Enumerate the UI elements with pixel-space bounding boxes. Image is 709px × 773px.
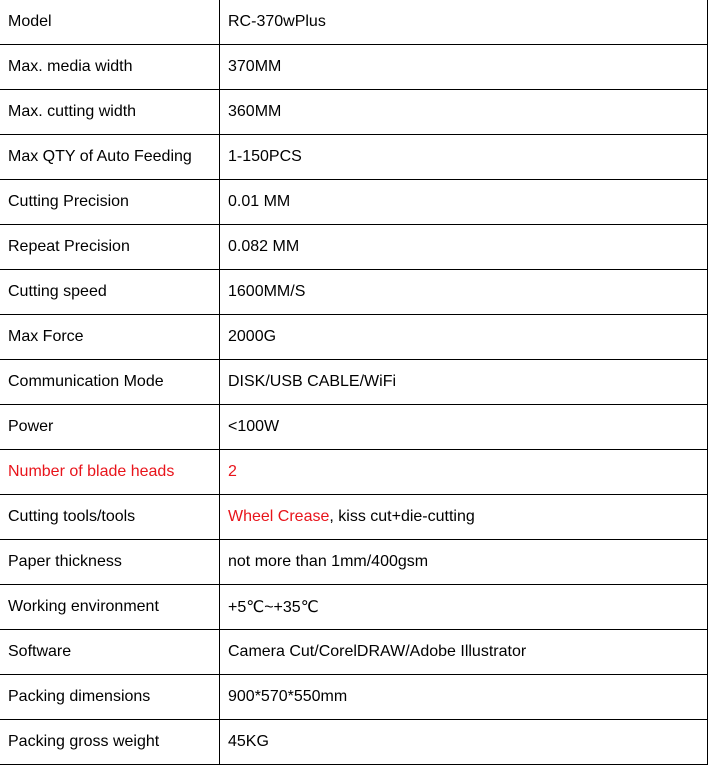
spec-value: not more than 1mm/400gsm: [220, 540, 708, 585]
spec-row-paper-thickness: [0, 540, 708, 585]
spec-value: 1600MM/S: [220, 270, 708, 315]
spec-row-max-force: [0, 315, 708, 360]
spec-value: 0.082 MM: [220, 225, 708, 270]
spec-value: DISK/USB CABLE/WiFi: [220, 360, 708, 405]
spec-label: Model: [0, 0, 220, 45]
spec-row-model: [0, 0, 708, 45]
spec-value: 900*570*550mm: [220, 675, 708, 720]
spec-value: 45KG: [220, 720, 708, 765]
spec-row-blade-heads: [0, 450, 708, 495]
spec-label: Working environment: [0, 585, 220, 630]
spec-row-working-environment: [0, 585, 708, 630]
spec-row-cutting-precision: [0, 180, 708, 225]
spec-label: Communication Mode: [0, 360, 220, 405]
spec-row-max-cutting-width: [0, 90, 708, 135]
spec-row-software: [0, 630, 708, 675]
spec-value-highlighted: 2: [220, 450, 708, 495]
spec-row-power: [0, 405, 708, 450]
spec-label: Power: [0, 405, 220, 450]
spec-row-cutting-speed: [0, 270, 708, 315]
spec-value-highlighted: Wheel Crease: [228, 508, 330, 525]
spec-label-highlighted: Number of blade heads: [0, 450, 220, 495]
spec-row-cutting-tools: [0, 495, 708, 540]
spec-value: +5℃~+35℃: [220, 585, 708, 630]
spec-value: 2000G: [220, 315, 708, 360]
spec-label: Max. media width: [0, 45, 220, 90]
spec-value: <100W: [220, 405, 708, 450]
spec-value: 1-150PCS: [220, 135, 708, 180]
spec-value-rest: , kiss cut+die-cutting: [329, 508, 475, 525]
spec-label: Software: [0, 630, 220, 675]
spec-row-packing-gross-weight: [0, 720, 708, 765]
spec-label: Max. cutting width: [0, 90, 220, 135]
spec-row-repeat-precision: [0, 225, 708, 270]
spec-label: Cutting speed: [0, 270, 220, 315]
spec-label: Max Force: [0, 315, 220, 360]
spec-value: [220, 495, 708, 540]
spec-value: Camera Cut/CorelDRAW/Adobe Illustrator: [220, 630, 708, 675]
spec-label: Packing dimensions: [0, 675, 220, 720]
spec-value: 0.01 MM: [220, 180, 708, 225]
spec-value: 360MM: [220, 90, 708, 135]
spec-row-packing-dimensions: [0, 675, 708, 720]
spec-label: Max QTY of Auto Feeding: [0, 135, 220, 180]
spec-label: Paper thickness: [0, 540, 220, 585]
spec-row-max-media-width: [0, 45, 708, 90]
spec-row-auto-feeding: [0, 135, 708, 180]
spec-label: Cutting Precision: [0, 180, 220, 225]
spec-label: Repeat Precision: [0, 225, 220, 270]
spec-label: Packing gross weight: [0, 720, 220, 765]
spec-value: 370MM: [220, 45, 708, 90]
spec-value: RC-370wPlus: [220, 0, 708, 45]
spec-row-communication-mode: [0, 360, 708, 405]
spec-label: Cutting tools/tools: [0, 495, 220, 540]
